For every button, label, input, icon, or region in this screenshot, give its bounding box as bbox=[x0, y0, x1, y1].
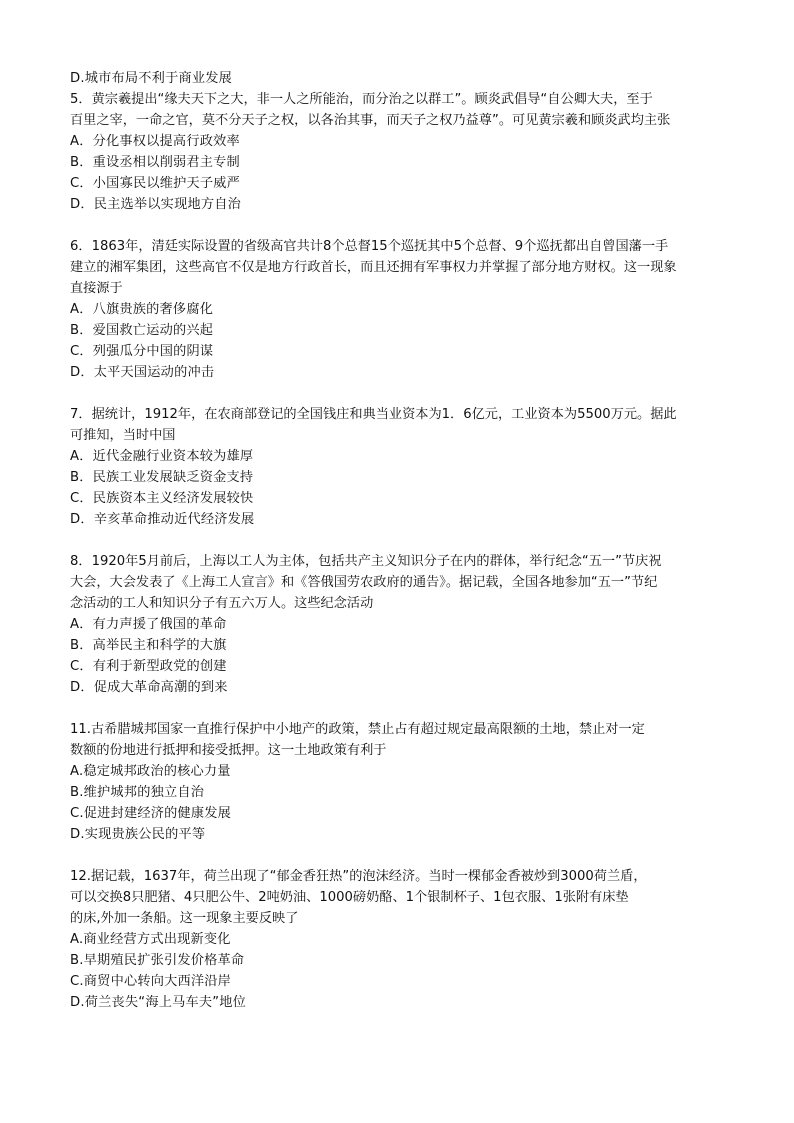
option-b: B．民族工业发展缺乏资金支持 bbox=[70, 470, 254, 485]
question-stem-line: 数额的份地进行抵押和接受抵押。这一土地政策有利于 bbox=[70, 743, 387, 758]
option-d: D．辛亥革命推动近代经济发展 bbox=[70, 512, 255, 527]
question-7 bbox=[70, 404, 724, 530]
question-stem-line: 建立的湘军集团，这些高官不仅是地方行政首长，而且还拥有军事权力并掌握了部分地方财权。这一现象 bbox=[70, 260, 677, 275]
exam-page bbox=[70, 68, 724, 1013]
option-b: B．爱国救亡运动的兴起 bbox=[70, 323, 214, 338]
question-stem-line: 的床,外加一条船。这一现象主要反映了 bbox=[70, 911, 299, 926]
question-stem-line: 8．1920年5月前后，上海以工人为主体，包括共产主义知识分子在内的群体，举行纪念“五一”节庆祝 bbox=[70, 554, 662, 569]
option-a: A．近代金融行业资本较为雄厚 bbox=[70, 449, 254, 464]
question-stem-line: 大会，大会发表了《上海工人宣言》和《答俄国劳农政府的通告》。据记载，全国各地参加“五一”节纪 bbox=[70, 575, 658, 590]
option-d: D.实现贵族公民的平等 bbox=[70, 827, 206, 842]
option-b: B.早期殖民扩张引发价格革命 bbox=[70, 953, 245, 968]
spacer bbox=[70, 383, 724, 404]
spacer bbox=[70, 215, 724, 236]
question-stem-line: 可以交换8只肥猪、4只肥公牛、2吨奶油、1000磅奶酪、1个银制杯子、1包衣服、1张附有床垫 bbox=[70, 890, 629, 905]
option-d: D.荷兰丧失“海上马车夫”地位 bbox=[70, 995, 247, 1010]
option-a: A．有力声援了俄国的革命 bbox=[70, 617, 227, 632]
spacer bbox=[70, 845, 724, 866]
option-b: B.维护城邦的独立自治 bbox=[70, 785, 205, 800]
option-a: A．八旗贵族的奢侈腐化 bbox=[70, 302, 214, 317]
option-d: D．民主选举以实现地方自治 bbox=[70, 197, 242, 212]
option-c: C．列强瓜分中国的阴谋 bbox=[70, 344, 214, 359]
option-c: C.促进封建经济的健康发展 bbox=[70, 806, 232, 821]
question-8 bbox=[70, 551, 724, 698]
option-c: C.商贸中心转向大西洋沿岸 bbox=[70, 974, 232, 989]
question-stem-line: 念活动的工人和知识分子有五六万人。这些纪念活动 bbox=[70, 596, 374, 611]
option-c: C．有利于新型政党的创建 bbox=[70, 659, 227, 674]
question-stem-line: 5．黄宗羲提出“缘夫天下之大，非一人之所能治，而分治之以群工”。顾炎武倡导“自公卿大夫，至于 bbox=[70, 92, 653, 107]
option-d: D．太平天国运动的冲击 bbox=[70, 365, 215, 380]
option-c: C．小国寡民以维护天子威严 bbox=[70, 176, 241, 191]
option-a: A.稳定城邦政治的核心力量 bbox=[70, 764, 231, 779]
question-stem-line: 百里之宰，一命之官，莫不分天子之权，以各治其事，而天子之权乃益尊”。可见黄宗羲和顾炎武均主张 bbox=[70, 113, 671, 128]
previous-question-option-d: D.城市布局不利于商业发展 bbox=[70, 71, 233, 86]
option-b: B．高举民主和科学的大旗 bbox=[70, 638, 227, 653]
question-stem-line: 可推知，当时中国 bbox=[70, 428, 176, 443]
spacer bbox=[70, 698, 724, 719]
option-a: A．分化事权以提高行政效率 bbox=[70, 134, 240, 149]
question-stem-line: 11.古希腊城邦国家一直推行保护中小地产的政策，禁止占有超过规定最高限额的土地，禁止对一定 bbox=[70, 722, 645, 737]
option-a: A.商业经营方式出现新变化 bbox=[70, 932, 231, 947]
question-stem-line: 7．据统计，1912年，在农商部登记的全国钱庄和典当业资本为1．6亿元，工业资本为5500万元。据此 bbox=[70, 407, 677, 422]
question-6 bbox=[70, 236, 724, 383]
question-stem-line: 12.据记载，1637年，荷兰出现了“郁金香狂热”的泡沫经济。当时一棵郁金香被炒到3000荷兰盾， bbox=[70, 869, 647, 884]
option-c: C．民族资本主义经济发展较快 bbox=[70, 491, 254, 506]
question-5 bbox=[70, 89, 724, 215]
question-stem-line: 直接源于 bbox=[70, 281, 123, 296]
option-d: D．促成大革命高潮的到来 bbox=[70, 680, 228, 695]
question-stem-line: 6．1863年，清廷实际设置的省级高官共计8个总督15个巡抚其中5个总督、9个巡抚都出自曾国藩一手 bbox=[70, 239, 669, 254]
question-11 bbox=[70, 719, 724, 845]
option-b: B．重设丞相以削弱君主专制 bbox=[70, 155, 240, 170]
question-12 bbox=[70, 866, 724, 1013]
spacer bbox=[70, 530, 724, 551]
